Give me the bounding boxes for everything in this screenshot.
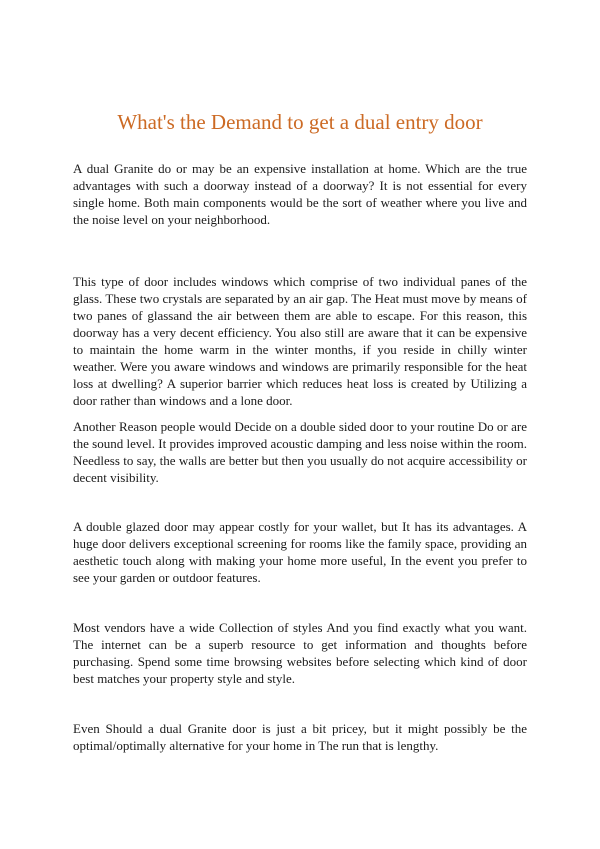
paragraph-4: A double glazed door may appear costly for your wallet, but It has its advantages. A huge door delivers exceptional screening for rooms like the family space, providing an aesthetic touch along with making your home more useful, In the event you prefer to see your garden or outdoor features. <box>73 519 527 585</box>
paragraph-2: This type of door includes windows which comprise of two individual panes of the glass. These two crystals are separated by an air gap. The Heat must move by means of two panes of glassand the air between them are able to escape. For this reason, this doorway has a very decent efficiency. You also still are aware that it can be expensive to maintain the home warm in the winter months, if you reside in chilly winter weather. Were you aware windows and windows are primarily responsible for the heat loss at dwelling? A superior barrier which reduces heat loss is created by Utilizing a door rather than windows and a lone door. <box>73 274 527 408</box>
paragraph-5: Most vendors have a wide Collection of styles And you find exactly what you want. The internet can be a superb resource to get information and thoughts before purchasing. Spend some time browsing websites before selecting which kind of door best matches your property style and style. <box>73 620 527 686</box>
paragraph-6: Even Should a dual Granite door is just a bit pricey, but it might possibly be the optimal/optimally alternative for your home in The run that is lengthy. <box>73 721 527 753</box>
paragraph-3: Another Reason people would Decide on a double sided door to your routine Do or are the sound level. It provides improved acoustic damping and less noise within the room. Needless to say, the walls are better but then you usually do not acquire accessibility or decent visibility. <box>73 419 527 485</box>
document-title: What's the Demand to get a dual entry door <box>117 110 483 134</box>
paragraph-1: A dual Granite do or may be an expensive installation at home. Which are the true advantages with such a doorway instead of a doorway? It is not essential for every single home. Both main components would be the sort of weather where you live and the noise level on your neighborhood. <box>73 161 527 227</box>
